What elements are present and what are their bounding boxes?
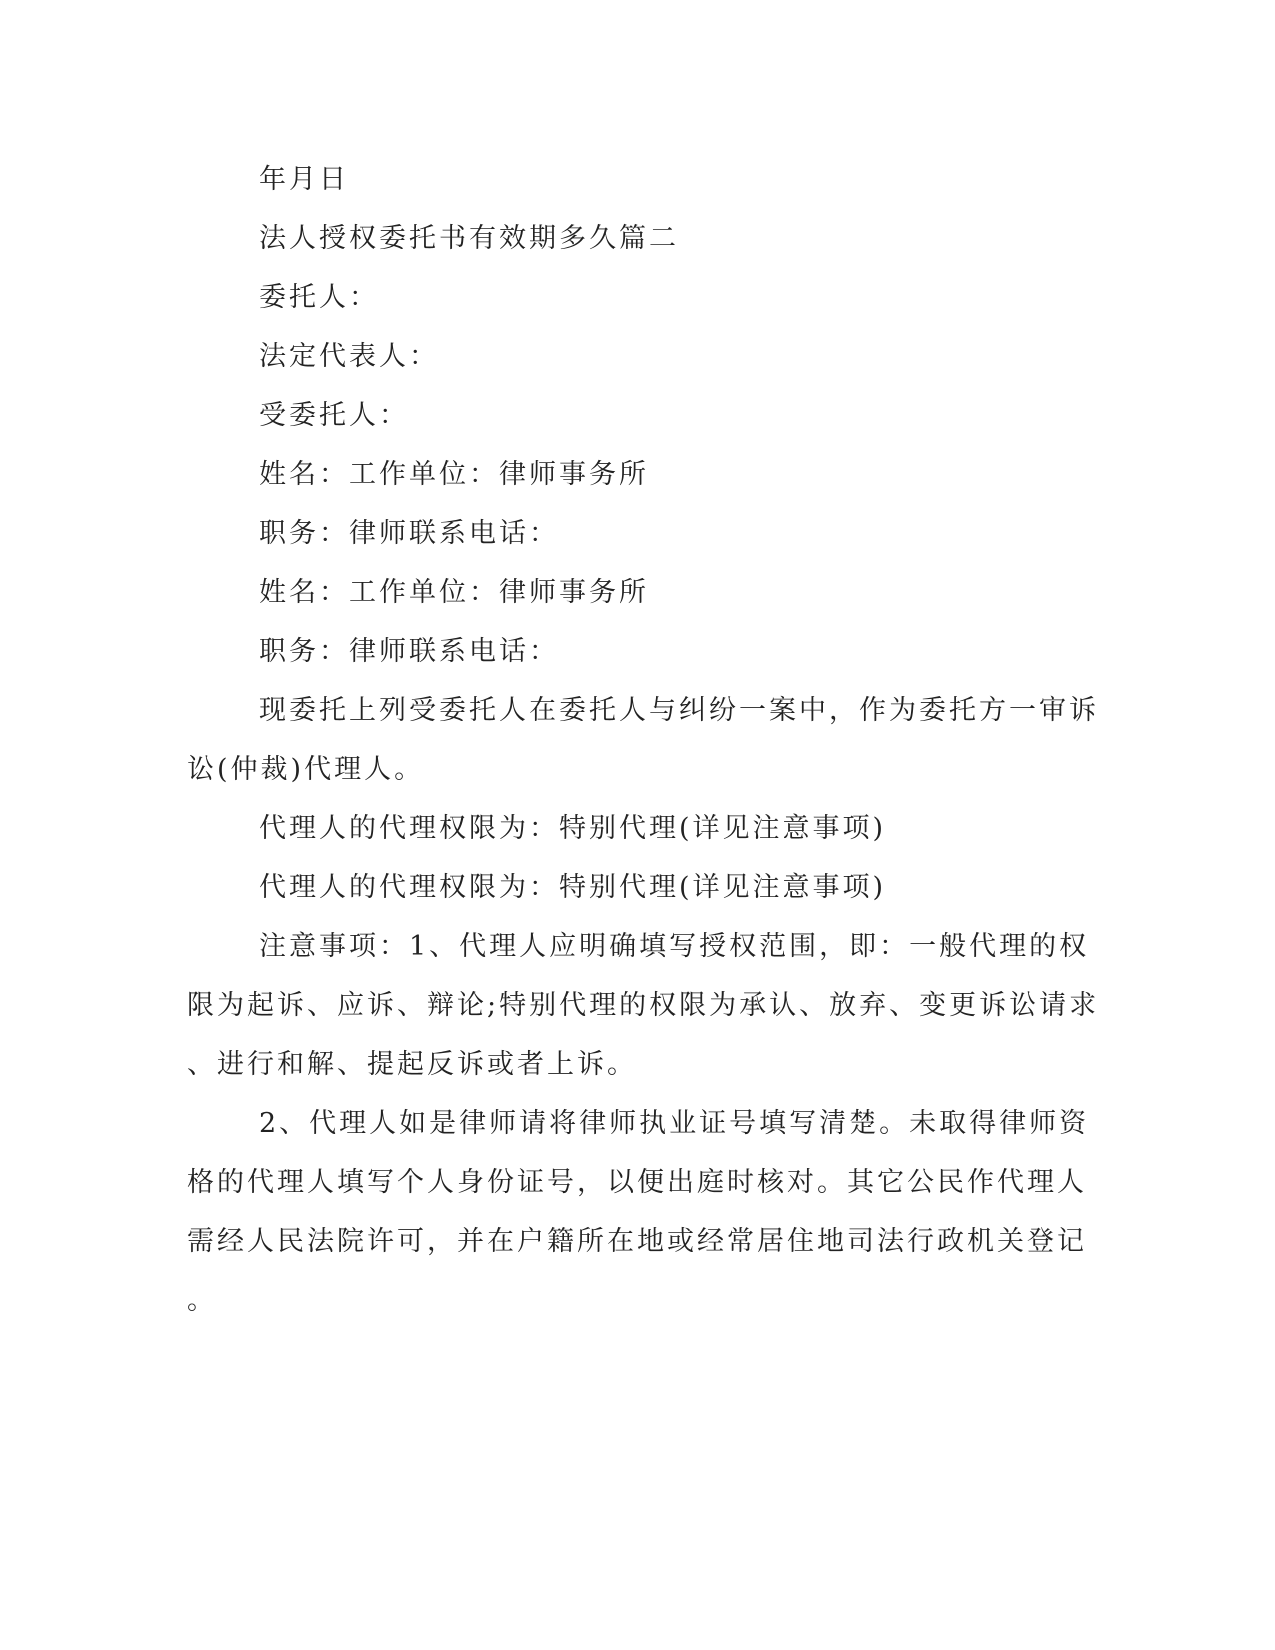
legal-representative-field: 法定代表人： (259, 341, 439, 372)
agent-authority-line-2: 代理人的代理权限为：特别代理(详见注意事项) (259, 872, 887, 903)
notes-item-1-line-1: 注意事项：1、代理人应明确填写授权范围，即：一般代理的权 (259, 931, 1090, 962)
notes-item-1-line-2: 限为起诉、应诉、辩论;特别代理的权限为承认、放弃、变更诉讼请求 (187, 990, 1100, 1021)
principal-field: 委托人： (259, 282, 379, 313)
agent-2-name-employer: 姓名：工作单位：律师事务所 (259, 577, 649, 608)
agent-1-position-phone: 职务：律师联系电话： (259, 518, 559, 549)
notes-item-1-line-3: 、进行和解、提起反诉或者上诉。 (187, 1049, 637, 1080)
agent-2-position-phone: 职务：律师联系电话： (259, 636, 559, 667)
notes-item-2-line-4: 。 (187, 1285, 217, 1316)
agent-authority-line-1: 代理人的代理权限为：特别代理(详见注意事项) (259, 813, 887, 844)
delegation-paragraph-line-1: 现委托上列受委托人在委托人与纠纷一案中，作为委托方一审诉 (259, 695, 1099, 726)
agent-1-name-employer: 姓名：工作单位：律师事务所 (259, 459, 649, 490)
delegation-paragraph-line-2: 讼(仲裁)代理人。 (187, 754, 425, 785)
agent-field: 受委托人： (259, 400, 409, 431)
section-title: 法人授权委托书有效期多久篇二 (259, 223, 679, 254)
notes-item-2-line-3: 需经人民法院许可，并在户籍所在地或经常居住地司法行政机关登记 (187, 1226, 1087, 1257)
notes-item-2-line-2: 格的代理人填写个人身份证号，以便出庭时核对。其它公民作代理人 (187, 1167, 1087, 1198)
notes-item-2-line-1: 2、代理人如是律师请将律师执业证号填写清楚。未取得律师资 (259, 1108, 1090, 1139)
date-line: 年月日 (259, 164, 349, 195)
